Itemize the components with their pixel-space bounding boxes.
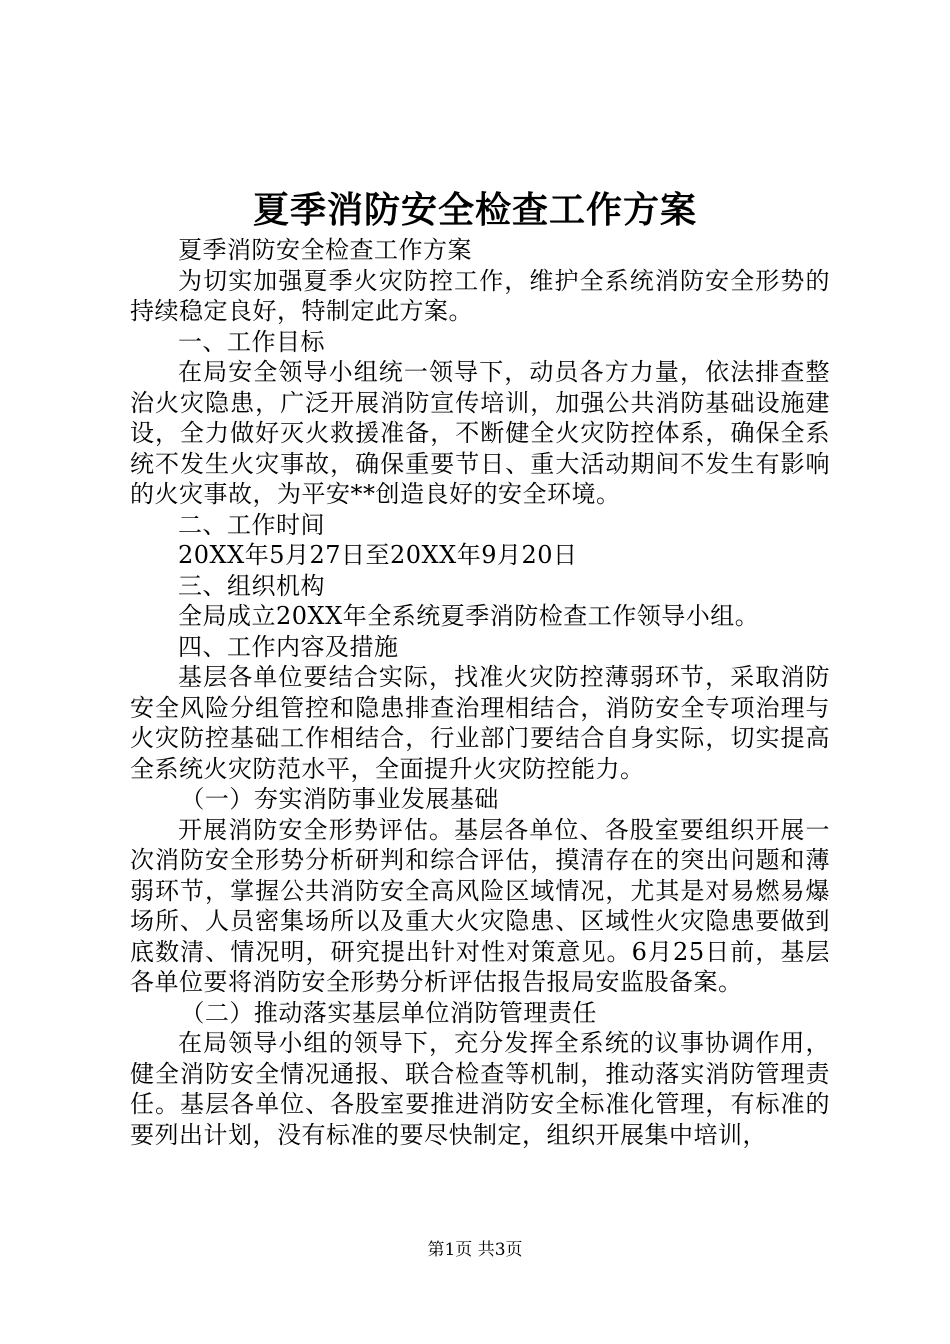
paragraph-responsibility: 在局领导小组的领导下，充分发挥全系统的议事协调作用，健全消防安全情况通报、联合检查等机制，推动落实消防管理责任。基层各单位、各股室要推进消防安全标准化管理，有标准的要列出计划，没有标准的要尽快制定，组织开展集中培训， [130, 1029, 830, 1149]
subheading-responsibility: （二）推动落实基层单位消防管理责任 [180, 998, 597, 1027]
paragraph-foundation: 开展消防安全形势评估。基层各单位、各股室要组织开展一次消防安全形势分析研判和综合评估，摸清存在的突出问题和薄弱环节，掌握公共消防安全高风险区域情况，尤其是对易燃易爆场所、人员密集场所以及重大火灾隐患、区域性火灾隐患要做到底数清、情况明，研究提出针对性对策意见。6月25日前，基层各单位要将消防安全形势分析评估报告报局安监股备案。 [130, 815, 830, 996]
paragraph-work-time: 20XX年5月27日至20XX年9月20日 [178, 541, 578, 569]
heading-organization: 三、组织机构 [178, 571, 325, 600]
page-footer: 第1页 共3页 [427, 1240, 523, 1260]
document-title: 夏季消防安全检查工作方案 [252, 189, 697, 231]
paragraph-work-goal: 在局安全领导小组统一领导下，动员各方力量，依法排查整治火灾隐患，广泛开展消防宣传培训，加强公共消防基础设施建设，全力做好灭火救援准备，不断健全火灾防控体系，确保全系统不发生火灾事故，确保重要节日、重大活动期间不发生有影响的火灾事故，为平安**创造良好的安全环境。 [130, 358, 830, 508]
paragraph-intro: 为切实加强夏季火灾防控工作，维护全系统消防安全形势的持续稳定良好，特制定此方案。 [130, 266, 830, 325]
paragraph-content-measures: 基层各单位要结合实际，找准火灾防控薄弱环节，采取消防安全风险分组管控和隐患排查治理相结合，消防安全专项治理与火灾防控基础工作相结合，行业部门要结合自身实际，切实提高全系统火灾防范水平，全面提升火灾防控能力。 [130, 663, 830, 783]
heading-work-time: 二、工作时间 [178, 510, 325, 539]
document-body [130, 235, 830, 1150]
heading-content-measures: 四、工作内容及措施 [178, 632, 399, 661]
paragraph-subtitle: 夏季消防安全检查工作方案 [178, 236, 472, 264]
paragraph-organization: 全局成立20XX年全系统夏季消防检查工作领导小组。 [178, 602, 760, 630]
heading-work-goal: 一、工作目标 [178, 327, 325, 356]
subheading-foundation: （一）夯实消防事业发展基础 [180, 785, 499, 813]
